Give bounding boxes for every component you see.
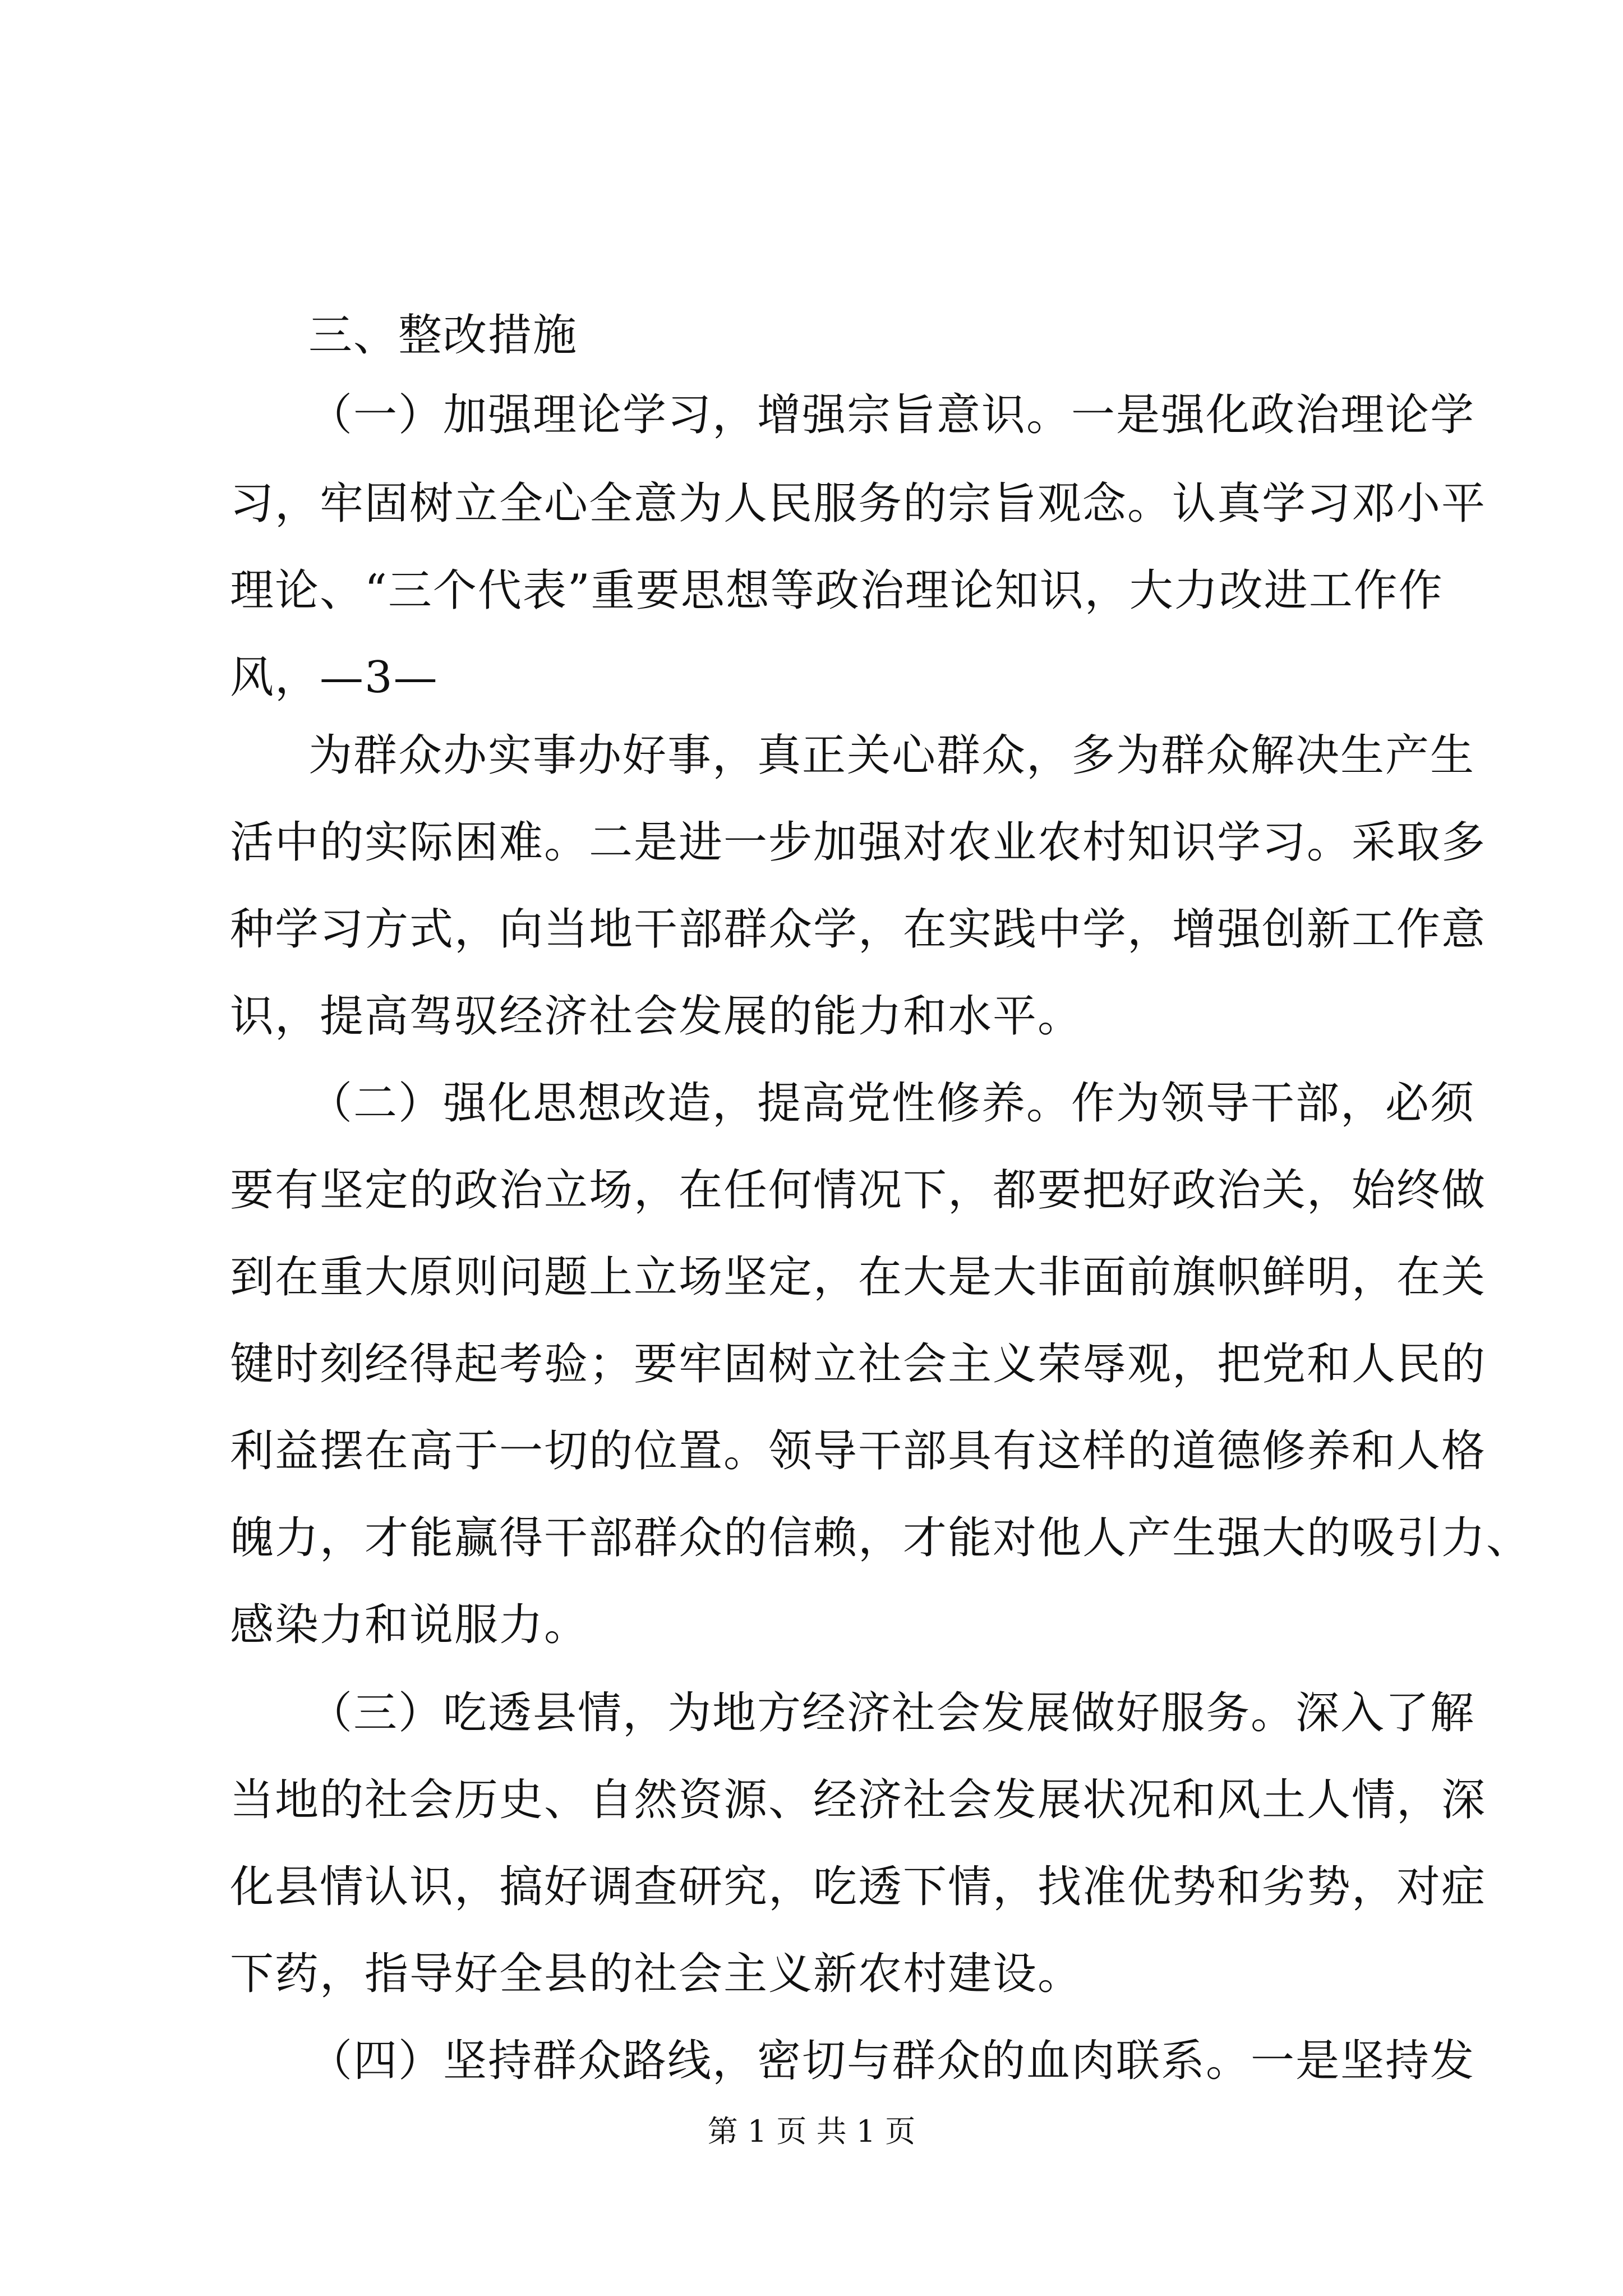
paragraph-3-line-5: 利益摆在高于一切的位置。领导干部具有这样的道德修养和人格 xyxy=(230,1426,1487,1476)
paragraph-3-line-6: 魄力，才能赢得干部群众的信赖，才能对他人产生强大的吸引力、 xyxy=(230,1513,1532,1563)
paragraph-1-line-4: 风，—3— xyxy=(230,652,439,703)
paragraph-1-line-3: 理论、“三个代表”重要思想等政治理论知识，大力改进工作作 xyxy=(230,565,1444,616)
page-footer: 第 1 页 共 1 页 xyxy=(707,2114,916,2149)
paragraph-2-line-1: 为群众办实事办好事，真正关心群众，多为群众解决生产生 xyxy=(308,730,1476,781)
paragraph-2-line-2: 活中的实际困难。二是进一步加强对农业农村知识学习。采取多 xyxy=(230,817,1487,868)
paragraph-4-line-1: （三）吃透县情，为地方经济社会发展做好服务。深入了解 xyxy=(308,1688,1476,1738)
paragraph-4-line-2: 当地的社会历史、自然资源、经济社会发展状况和风土人情，深 xyxy=(230,1775,1487,1825)
paragraph-3-line-2: 要有坚定的政治立场，在任何情况下，都要把好政治关，始终做 xyxy=(230,1165,1487,1216)
paragraph-2-line-3: 种学习方式，向当地干部群众学，在实践中学，增强创新工作意 xyxy=(230,904,1487,955)
paragraph-1-line-1: （一）加强理论学习，增强宗旨意识。一是强化政治理论学 xyxy=(308,390,1476,440)
paragraph-1-line-2: 习，牢固树立全心全意为人民服务的宗旨观念。认真学习邓小平 xyxy=(230,478,1487,529)
paragraph-5-line-1: （四）坚持群众路线，密切与群众的血肉联系。一是坚持发 xyxy=(308,2036,1476,2086)
paragraph-3-line-7: 感染力和说服力。 xyxy=(230,1600,589,1650)
paragraph-3-line-4: 键时刻经得起考验；要牢固树立社会主义荣辱观，把党和人民的 xyxy=(230,1339,1487,1389)
section-heading: 三、整改措施 xyxy=(308,310,578,361)
paragraph-4-line-3: 化县情认识，搞好调查研究，吃透下情，找准优势和劣势，对症 xyxy=(230,1862,1487,1912)
paragraph-2-line-4: 识，提高驾驭经济社会发展的能力和水平。 xyxy=(230,991,1083,1042)
paragraph-4-line-4: 下药，指导好全县的社会主义新农村建设。 xyxy=(230,1949,1083,1999)
paragraph-3-line-1: （二）强化思想改造，提高党性修养。作为领导干部，必须 xyxy=(308,1078,1476,1129)
paragraph-3-line-3: 到在重大原则问题上立场坚定，在大是大非面前旗帜鲜明，在关 xyxy=(230,1252,1487,1303)
